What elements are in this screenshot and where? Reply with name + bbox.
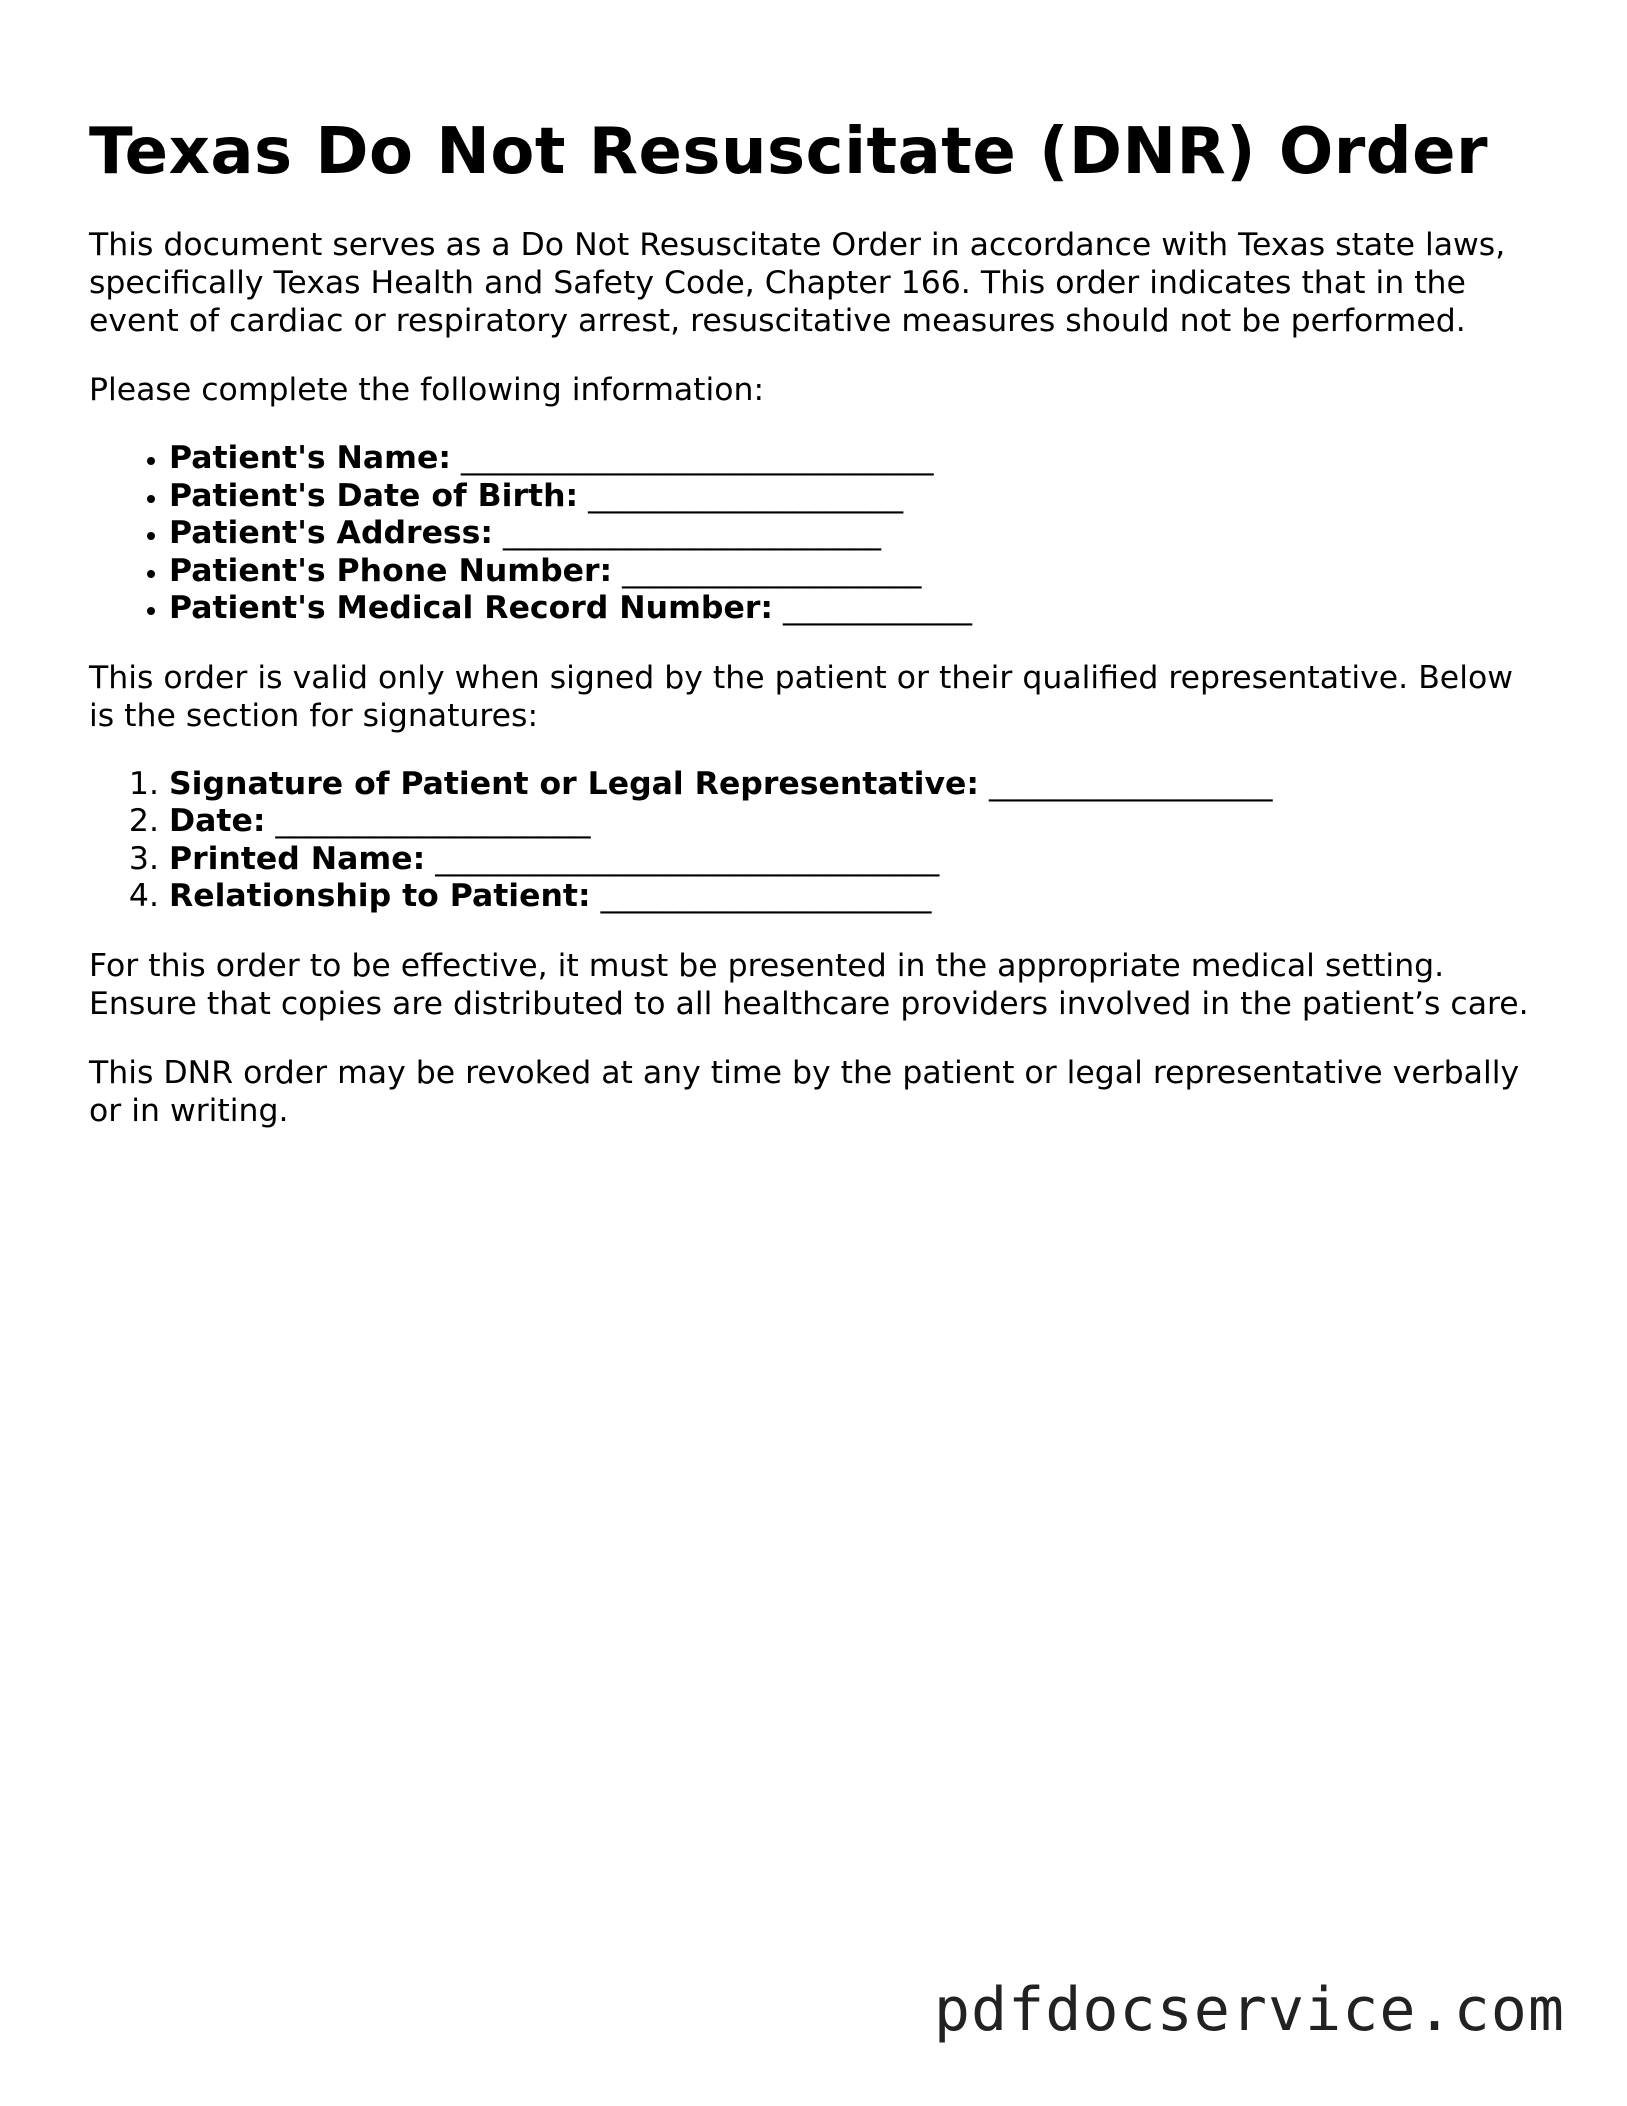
fill-in-blank: ______________________________ — [460, 440, 934, 476]
date-field — [169, 803, 1539, 841]
validity-paragraph: This order is valid only when signed by the patient or their qualified representative. Below is the section for signatures: — [89, 659, 1513, 734]
fill-in-blank: ___________________ — [622, 552, 922, 589]
page-title: Texas Do Not Resuscitate (DNR) Order — [89, 115, 1489, 189]
fill-in-blank: ________________________ — [503, 515, 882, 551]
document-page — [89, 112, 1539, 1161]
patient-fields-list — [89, 440, 1539, 628]
printed-name-field — [169, 841, 1539, 879]
fill-in-blank: ____________________ — [275, 803, 591, 839]
signature-field — [169, 766, 1539, 804]
revocation-paragraph: This DNR order may be revoked at any time by the patient or legal representative verbally or in writing. — [89, 1054, 1520, 1129]
field-label: Patient's Name: — [169, 440, 451, 476]
field-label: Date: — [169, 803, 266, 839]
patient-mrn-field — [169, 590, 1539, 628]
signature-fields-list — [89, 766, 1539, 916]
field-label: Patient's Phone Number: — [169, 552, 613, 589]
fill-in-blank: ____________ — [782, 590, 972, 626]
field-label: Patient's Medical Record Number: — [169, 590, 773, 626]
patient-dob-field — [169, 478, 1539, 516]
field-label: Printed Name: — [169, 840, 426, 877]
patient-name-field — [169, 440, 1539, 478]
field-label: Relationship to Patient: — [169, 878, 591, 914]
field-label: Signature of Patient or Legal Representative: — [169, 765, 979, 802]
fill-in-blank: _____________________ — [600, 878, 932, 914]
intro-paragraph: This document serves as a Do Not Resuscitate Order in accordance with Texas state laws, specifically Texas Health and Safety Code, Chapter 166. This order indicates that in the event of cardiac or respiratory arrest, resuscitative measures should not be performed. — [89, 227, 1506, 339]
instruction-paragraph: Please complete the following information: — [89, 372, 765, 408]
fill-in-blank: __________________ — [988, 765, 1273, 802]
field-label: Patient's Date of Birth: — [169, 477, 579, 514]
watermark-text: pdfdocservice.com — [933, 1975, 1565, 2045]
field-label: Patient's Address: — [169, 515, 494, 551]
relationship-field — [169, 878, 1539, 916]
fill-in-blank: ________________________________ — [435, 840, 940, 877]
effectiveness-paragraph: For this order to be effective, it must be presented in the appropriate medical setting. Ensure that copies are distributed to all healthcare providers involved in the patient’s care. — [89, 947, 1529, 1022]
fill-in-blank: ____________________ — [588, 477, 904, 514]
patient-address-field — [169, 515, 1539, 553]
patient-phone-field — [169, 553, 1539, 591]
